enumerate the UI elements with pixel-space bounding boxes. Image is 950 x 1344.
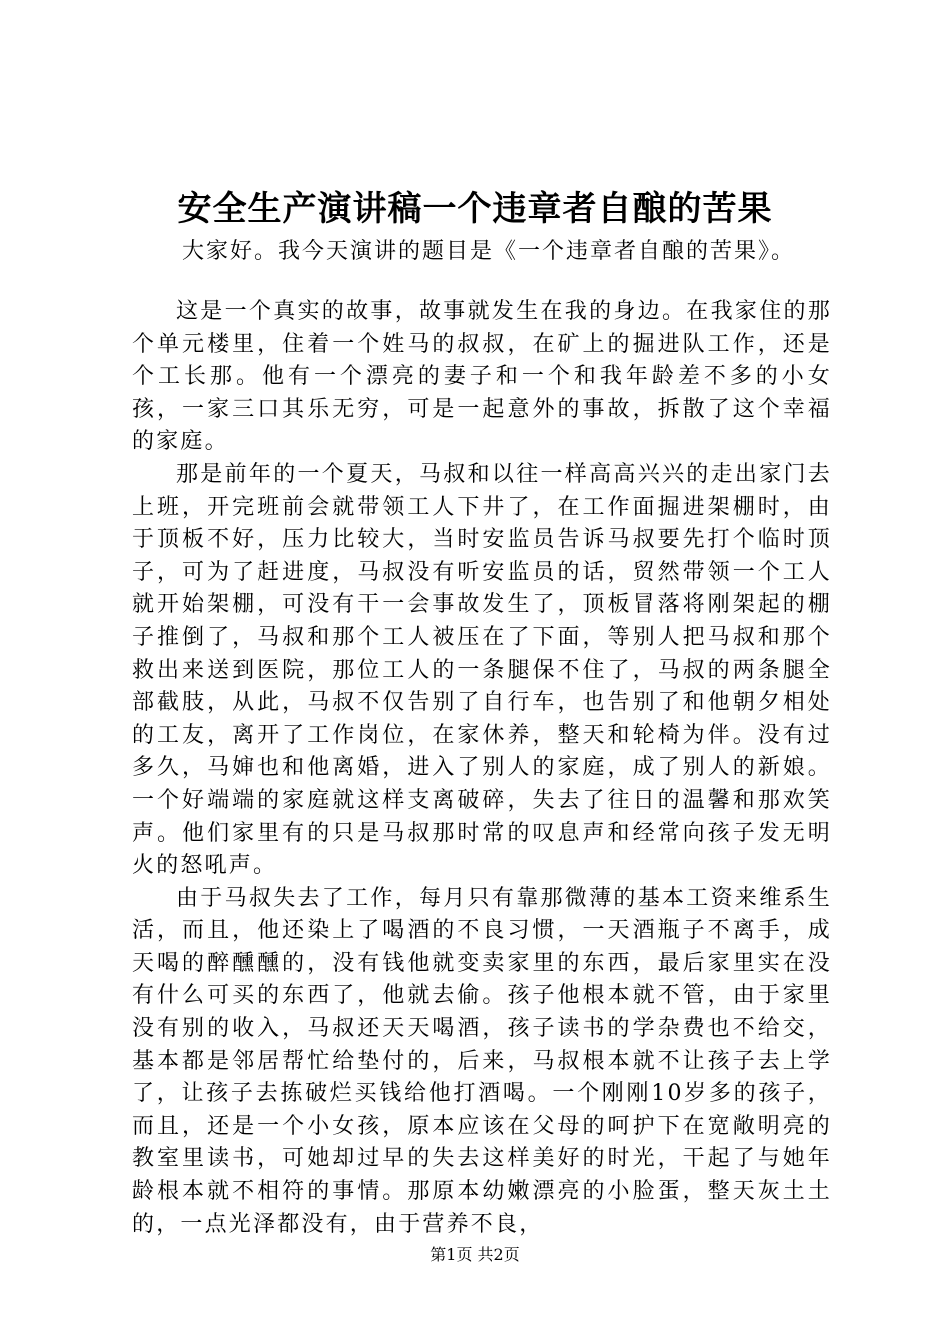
paragraph: 由于马叔失去了工作，每月只有靠那微薄的基本工资来维系生活，而且，他还染上了喝酒的不良习惯，一天酒瓶子不离手，成天喝的醉醺醺的，没有钱他就变卖家里的东西，最后家里实在没有什么可买的东西了，他就去偷。孩子他根本就不管，由于家里没有别的收入，马叔还天天喝酒，孩子读书的学杂费也不给交，基本都是邻居帮忙给垫付的，后来，马叔根本就不让孩子去上学了，让孩子去拣破烂买钱给他打酒喝。一个刚刚10岁多的孩子，而且，还是一个小女孩，原本应该在父母的呵护下在宽敞明亮的教室里读书，可她却过早的失去这样美好的时光，干起了与她年龄根本就不相符的事情。那原本幼嫩漂亮的小脸蛋，整天灰土土的，一点光泽都没有，由于营养不良，: [132, 885, 832, 1237]
paragraph: 这是一个真实的故事，故事就发生在我的身边。在我家住的那个单元楼里，住着一个姓马的叔叔，在矿上的掘进队工作，还是个工长那。他有一个漂亮的妻子和一个和我年龄差不多的小女孩，一家三口其乐无穷，可是一起意外的事故，拆散了这个幸福的家庭。: [132, 299, 832, 455]
paragraph: 那是前年的一个夏天，马叔和以往一样高高兴兴的走出家门去上班，开完班前会就带领工人下井了，在工作面掘进架棚时，由于顶板不好，压力比较大，当时安监员告诉马叔要先打个临时顶子，可为了赶进度，马叔没有听安监员的话，贸然带领一个工人就开始架棚，可没有干一会事故发生了，顶板冒落将刚架起的棚子推倒了，马叔和那个工人被压在了下面，等别人把马叔和那个救出来送到医院，那位工人的一条腿保不住了，马叔的两条腿全部截肢，从此，马叔不仅告别了自行车，也告别了和他朝夕相处的工友，离开了工作岗位，在家休养，整天和轮椅为伴。没有过多久，马婶也和他离婚，进入了别人的家庭，成了别人的新娘。一个好端端的家庭就这样支离破碎，失去了往日的温馨和那欢笑声。他们家里有的只是马叔那时常的叹息声和经常向孩子发无明火的怒吼声。: [132, 461, 832, 879]
greeting-line: 大家好。我今天演讲的题目是《一个违章者自酿的苦果》。: [182, 239, 796, 264]
document-body: [132, 296, 832, 1241]
document-title: 安全生产演讲稿一个违章者自酿的苦果: [177, 189, 773, 229]
page-footer: 第1页 共2页: [430, 1245, 520, 1264]
